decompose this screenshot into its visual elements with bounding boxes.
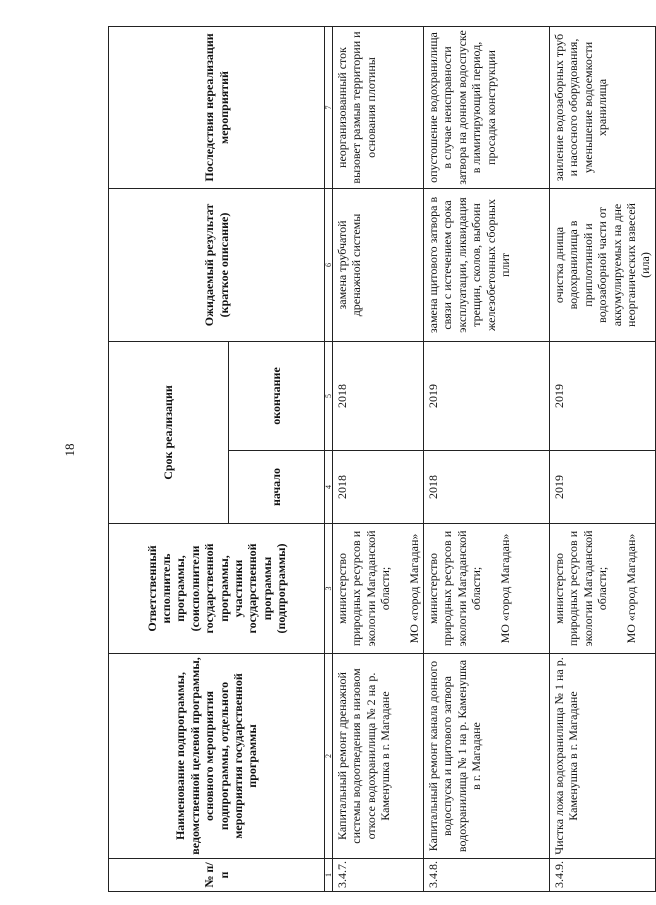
row-name: Капитальный ремонт дренажной системы водоотведения в низовом откосе водохранилища № 2 на р. Каменушка в г. Магадане — [333, 654, 424, 859]
row-consequences: заиление водозаборных труб и насосного оборудования, уменьшение водоемкости хранилища — [549, 26, 655, 188]
row-executor-primary: министерство природных ресурсов и экологии Магаданской области; — [335, 530, 393, 647]
row-end-year: 2019 — [549, 341, 655, 450]
row-executor-secondary: МО «город Магадан» — [406, 533, 421, 644]
header-result: Ожидаемый результат (краткое описание) — [109, 188, 325, 341]
column-numbers-row — [325, 26, 333, 891]
header-consequences: Последствия нереализации мероприятий — [109, 26, 325, 188]
row-executor — [333, 524, 424, 654]
row-start-year: 2019 — [549, 451, 655, 524]
header-name: Наименование подпрограммы, ведомственной целевой программы, основного мероприятия подпрограммы, отдельного мероприятия государственной программы — [109, 654, 325, 859]
header-num: № п/п — [109, 859, 325, 892]
row-executor-secondary: МО «город Магадан» — [623, 533, 638, 644]
header-start: начало — [229, 451, 325, 524]
program-table — [108, 26, 656, 892]
row-result: замена трубчатой дренажной системы — [333, 188, 424, 341]
header-end: окончание — [229, 341, 325, 450]
row-number: 3.4.8. — [423, 859, 549, 892]
table-row — [333, 26, 424, 891]
row-consequences: неорганизованный сток вызовет размыв территории и основания плотины — [333, 26, 424, 188]
row-executor-primary: министерство природных ресурсов и экологии Магаданской области; — [551, 530, 610, 647]
table-row — [549, 26, 655, 891]
row-start-year: 2018 — [423, 451, 549, 524]
table-row — [423, 26, 549, 891]
row-start-year: 2018 — [333, 451, 424, 524]
row-executor-secondary: МО «город Магадан» — [497, 533, 512, 644]
row-executor — [549, 524, 655, 654]
row-name: Чистка ложа водохранилища № 1 на р. Каменушка в г. Магадане — [549, 654, 655, 859]
header-period: Срок реализации — [109, 341, 229, 523]
column-number: 4 — [325, 451, 333, 524]
page-number: 18 — [62, 443, 77, 457]
column-number: 7 — [325, 26, 333, 188]
row-end-year: 2018 — [333, 341, 424, 450]
row-executor — [423, 524, 549, 654]
row-result: замена щитового затвора в связи с истечением срока эксплуатации, ликвидация трещин, сколов, выбоин железобетонных сборных плит — [423, 188, 549, 341]
row-name: Капитальный ремонт канала донного водоспуска и щитового затвора водохранилища № 1 на р. Каменушка в г. Магадане — [423, 654, 549, 859]
column-number: 3 — [325, 524, 333, 654]
row-executor-primary: министерство природных ресурсов и экологии Магаданской области; — [425, 530, 484, 647]
row-end-year: 2019 — [423, 341, 549, 450]
column-number: 5 — [325, 341, 333, 450]
row-result: очистка днища водохранилища в приплотинной и водозаборной части от аккумулируемых на дне неорганических взвесей (ила) — [549, 188, 655, 341]
column-number: 6 — [325, 188, 333, 341]
column-number: 1 — [325, 859, 333, 892]
row-consequences: опустошение водохранилища в случае неисправности затвора на донном водоспуске в лимитирующий период, просадка конструкции — [423, 26, 549, 188]
header-executor: Ответственный исполнитель программы, (соисполнители государственной программы, участники государственной программы (подпрограммы) — [109, 524, 325, 654]
row-number: 3.4.9. — [549, 859, 655, 892]
rotated-page — [108, 27, 653, 892]
row-number: 3.4.7. — [333, 859, 424, 892]
column-number: 2 — [325, 654, 333, 859]
